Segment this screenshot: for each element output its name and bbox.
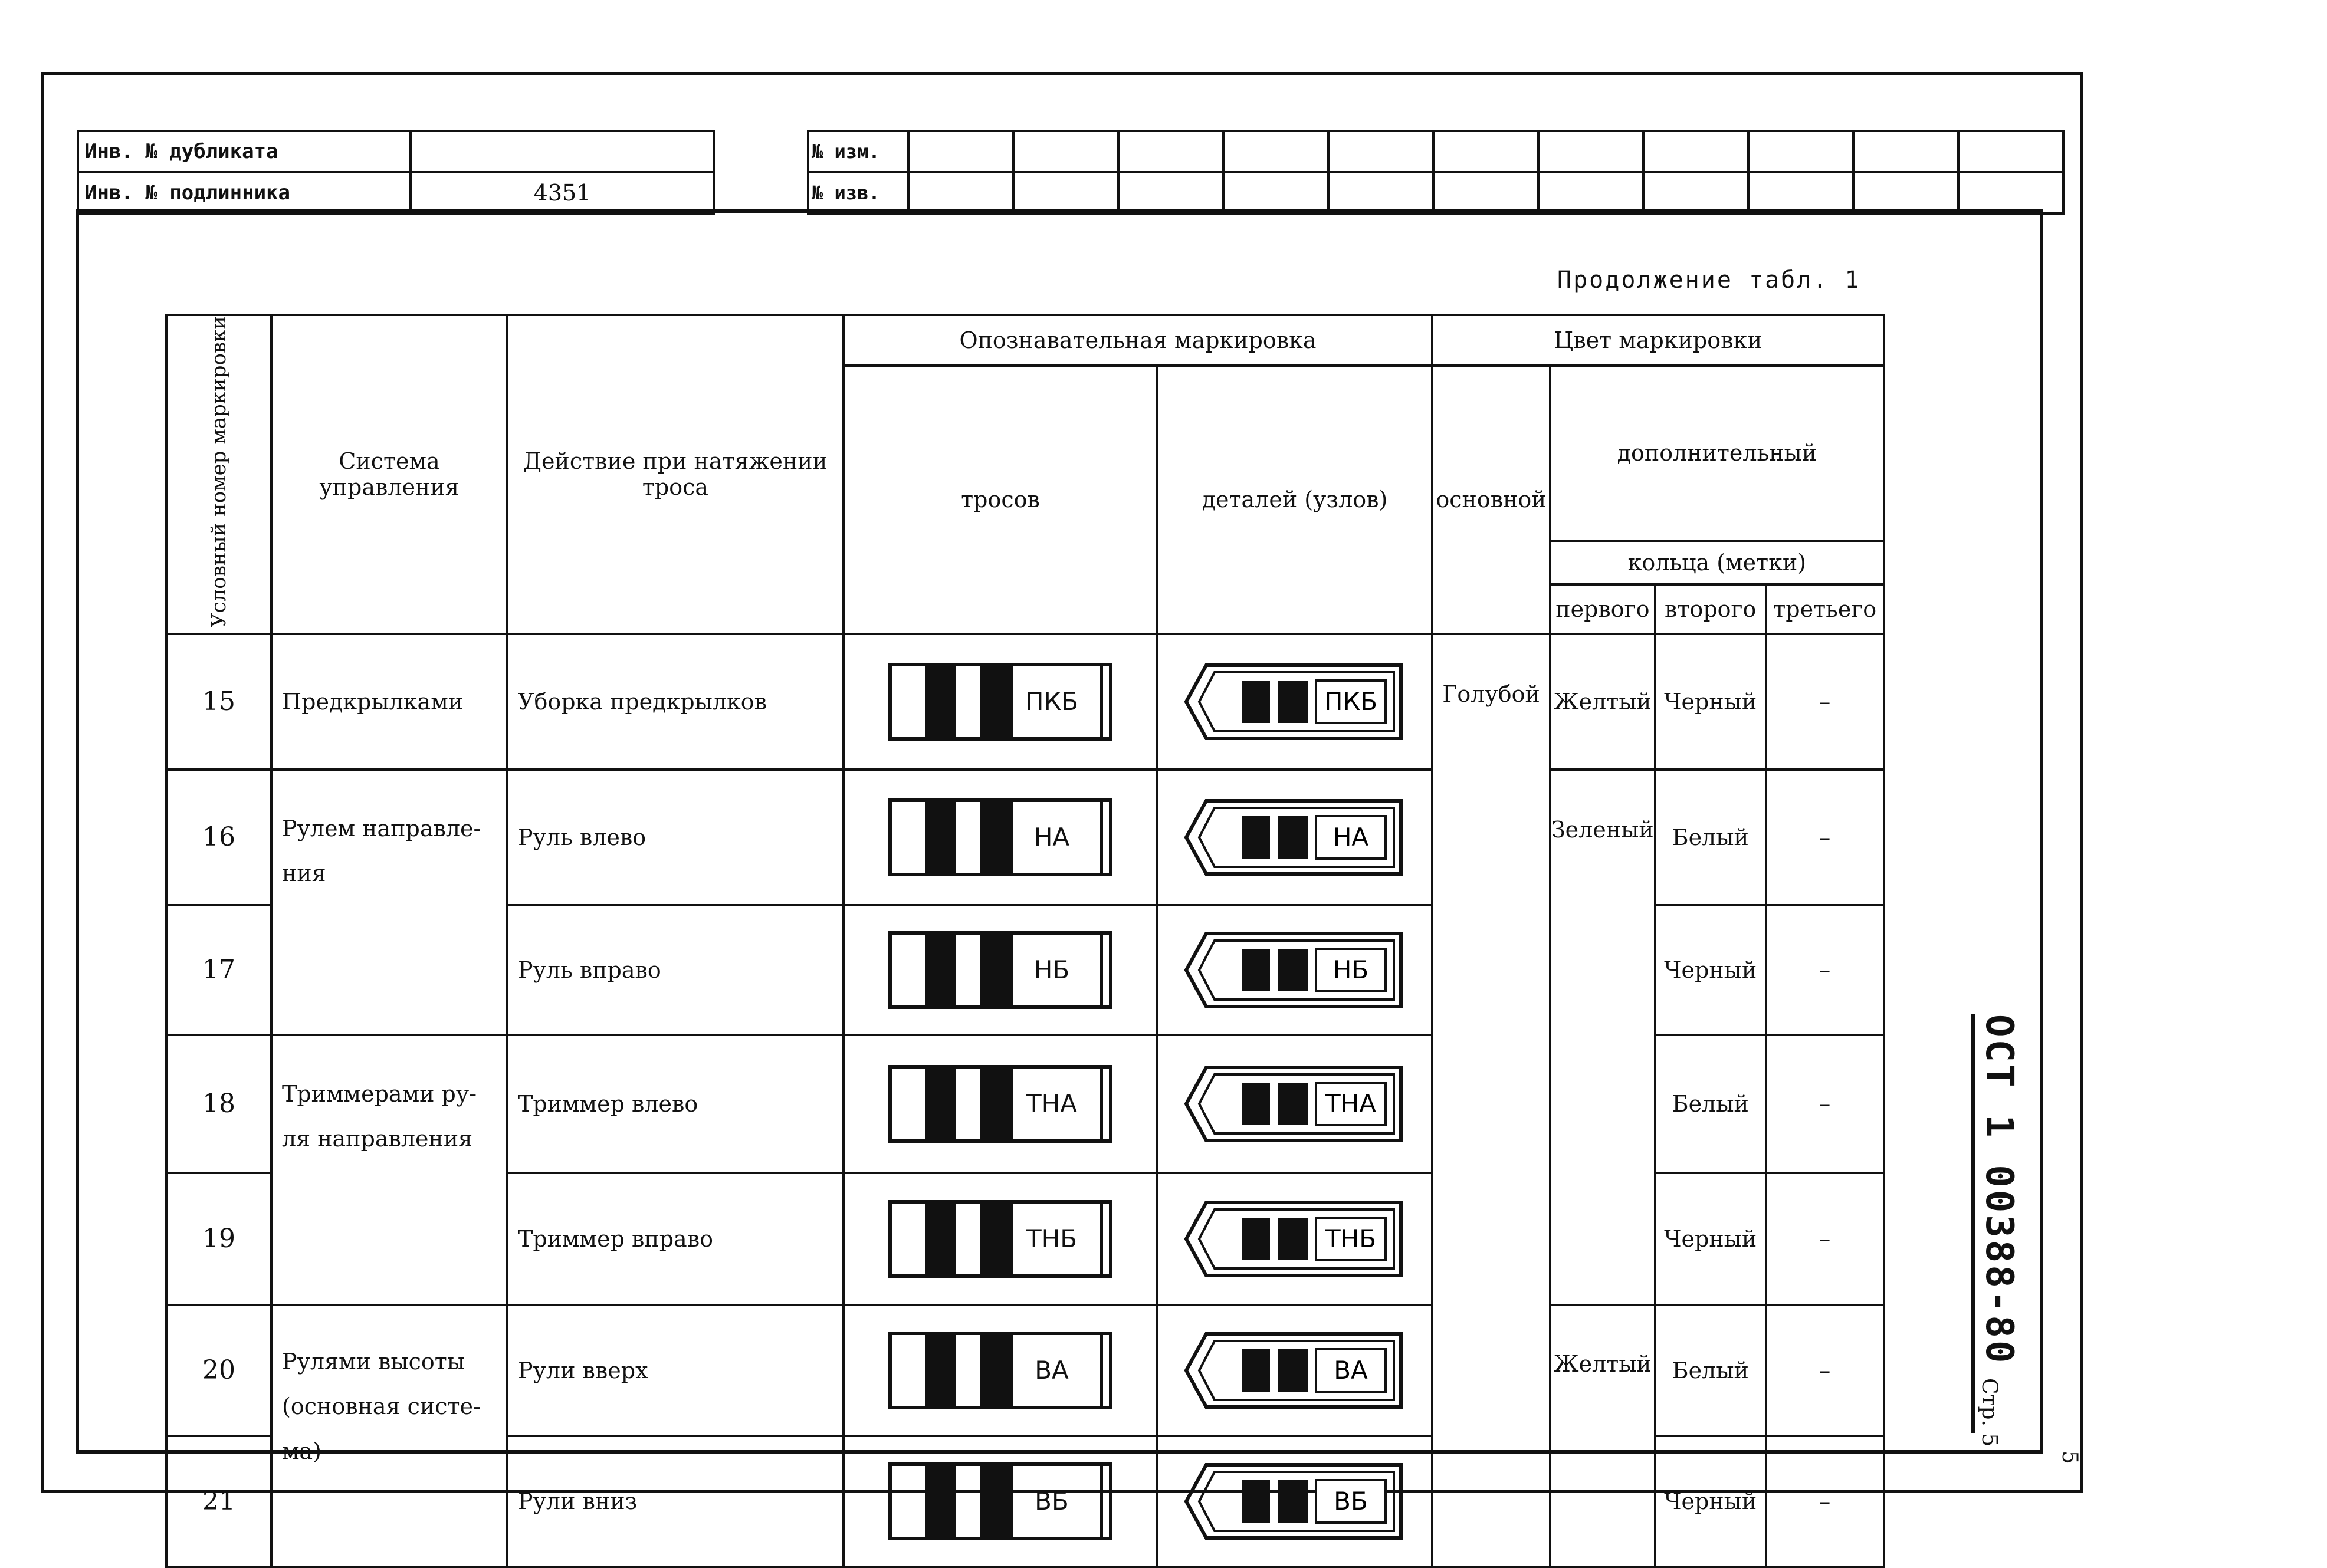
row-system: Триммерами ру- ля направления [271, 1035, 507, 1305]
header-identification: Опознавательная маркировка [844, 315, 1432, 366]
table-row [166, 1305, 1884, 1436]
header-color: Цвет маркировки [1432, 315, 1884, 366]
row-number: 16 [166, 770, 271, 905]
second-ring-color: Белый [1655, 770, 1766, 905]
cable-marking: ТНА [888, 1065, 1112, 1143]
row-system: Предкрылками [271, 634, 507, 770]
main-color-cell: Голубой [1432, 634, 1550, 1567]
part-tag-marking [1183, 1461, 1407, 1541]
header-main-color: основной [1432, 366, 1550, 634]
row-number: 21 [166, 1436, 271, 1567]
header-second: второго [1655, 584, 1766, 634]
second-ring-color: Черный [1655, 905, 1766, 1035]
part-tag-marking [1183, 797, 1407, 877]
marking-table [165, 314, 1885, 1568]
first-ring-color: Желтый [1550, 1305, 1655, 1567]
cable-marking-cell [844, 1035, 1157, 1173]
part-tag-marking [1183, 1330, 1407, 1411]
third-ring-color: – [1766, 634, 1884, 770]
row-number: 17 [166, 905, 271, 1035]
standard-number: ОСТ 1 00388-80 [1977, 1014, 2021, 1366]
part-tag-marking [1183, 1064, 1407, 1144]
cable-marking: НБ [888, 931, 1112, 1009]
row-action: Уборка предкрылков [507, 634, 844, 770]
third-ring-color: – [1766, 1436, 1884, 1567]
table-row [166, 634, 1884, 770]
third-ring-color: – [1766, 770, 1884, 905]
cable-marking: ВБ [888, 1462, 1112, 1540]
row-action: Триммер влево [507, 1035, 844, 1173]
first-ring-color: Желтый [1550, 634, 1655, 770]
duplicate-inventory-value [411, 131, 714, 172]
cable-marking-cell [844, 770, 1157, 905]
cable-marking: НА [888, 798, 1112, 876]
row-number: 18 [166, 1035, 271, 1173]
table-caption: Продолжение табл. 1 [1557, 267, 1861, 294]
row-action: Триммер вправо [507, 1173, 844, 1305]
standard-designation [1977, 1014, 2021, 1447]
cable-marking-cell [844, 905, 1157, 1035]
part-marking-cell [1157, 1436, 1432, 1567]
svg-text:ТНА: ТНА [1325, 1089, 1376, 1118]
change-number-label: № изм. [808, 131, 908, 172]
table-row [166, 770, 1884, 905]
second-ring-color: Черный [1655, 1173, 1766, 1305]
cable-marking: ПКБ [888, 663, 1112, 741]
third-ring-color: – [1766, 905, 1884, 1035]
third-ring-color: – [1766, 1305, 1884, 1436]
cable-marking-cell [844, 634, 1157, 770]
svg-text:НБ: НБ [1332, 955, 1369, 984]
page-label: Стр. 5 [1977, 1378, 2001, 1447]
third-ring-color: – [1766, 1035, 1884, 1173]
header-first: первого [1550, 584, 1655, 634]
row-action: Руль влево [507, 770, 844, 905]
cable-marking: ТНБ [888, 1200, 1112, 1278]
part-tag-marking [1183, 662, 1407, 742]
part-marking-cell [1157, 905, 1432, 1035]
header-system: Система управления [271, 315, 507, 634]
row-action: Руль вправо [507, 905, 844, 1035]
inventory-stamp [77, 130, 715, 215]
row-action: Рули вверх [507, 1305, 844, 1436]
row-action: Рули вниз [507, 1436, 844, 1567]
part-marking-cell [1157, 770, 1432, 905]
second-ring-color: Черный [1655, 1436, 1766, 1567]
row-system: Рулями высоты (основная систе- ма) [271, 1305, 507, 1567]
duplicate-inventory-label: Инв. № дубликата [78, 131, 411, 172]
part-tag-marking [1183, 1199, 1407, 1279]
header-number: Условный номер маркировки [166, 315, 271, 634]
second-ring-color: Белый [1655, 1035, 1766, 1173]
header-action: Действие при натяжении троса [507, 315, 844, 634]
third-ring-color: – [1766, 1173, 1884, 1305]
cable-marking-cell [844, 1436, 1157, 1567]
svg-text:ПКБ: ПКБ [1324, 686, 1378, 716]
part-marking-cell [1157, 634, 1432, 770]
header-third: третьего [1766, 584, 1884, 634]
cable-marking-cell [844, 1305, 1157, 1436]
svg-text:ВБ: ВБ [1334, 1486, 1368, 1516]
cable-marking: ВА [888, 1332, 1112, 1409]
page-number: 5 [2057, 1451, 2082, 1464]
row-system: Рулем направле- ния [271, 770, 507, 1035]
header-rings: кольца (метки) [1550, 541, 1884, 584]
original-inventory-label: Инв. № подлинника [78, 172, 411, 213]
second-ring-color: Черный [1655, 634, 1766, 770]
svg-text:НА: НА [1332, 822, 1369, 852]
row-number: 19 [166, 1173, 271, 1305]
part-marking-cell [1157, 1305, 1432, 1436]
part-tag-marking [1183, 930, 1407, 1010]
svg-text:ТНБ: ТНБ [1325, 1224, 1377, 1253]
header-cables: тросов [844, 366, 1157, 634]
side-rule [1971, 1014, 1975, 1433]
first-ring-color: Зеленый [1550, 770, 1655, 1305]
original-inventory-value: 4351 [411, 172, 714, 213]
change-grid [807, 130, 2065, 215]
header-parts: деталей (узлов) [1157, 366, 1432, 634]
svg-text:ВА: ВА [1334, 1355, 1368, 1385]
cable-marking-cell [844, 1173, 1157, 1305]
header-additional: дополнительный [1550, 366, 1884, 541]
notice-number-label: № изв. [808, 172, 908, 213]
part-marking-cell [1157, 1035, 1432, 1173]
row-number: 20 [166, 1305, 271, 1436]
part-marking-cell [1157, 1173, 1432, 1305]
second-ring-color: Белый [1655, 1305, 1766, 1436]
row-number: 15 [166, 634, 271, 770]
